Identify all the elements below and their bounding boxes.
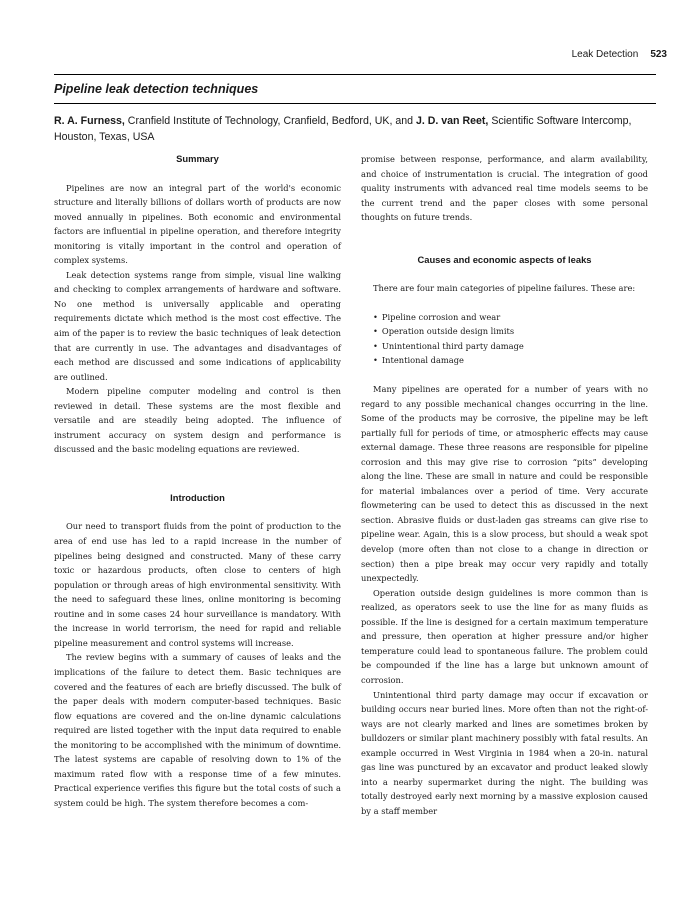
header-rule — [54, 74, 656, 75]
article-title: Pipeline leak detection techniques — [54, 82, 259, 96]
summary-paragraph: Pipelines are now an integral part of the world's economic structure and literally billions of dollars worth of products are now moved annually in pipelines. Both economic and environmental factors are influential in pipeline operation, and therefore integrity monitoring is vitally important in the control and operation of complex systems. — [54, 182, 341, 266]
author-furness: R. A. Furness, — [54, 115, 125, 127]
causes-intro: There are four main categories of pipeline failures. These are: — [373, 283, 636, 294]
left-column — [54, 152, 341, 810]
introduction-continuation: promise between response, performance, and alarm availability, and choice of instrumentation is crucial. The integration of good quality instruments with advanced real time models seems to be the current trend and the paper closes with some personal thoughts on future trends. — [361, 154, 648, 223]
running-title: Leak Detection — [571, 49, 639, 60]
failure-categories-list — [361, 310, 648, 368]
causes-paragraph: Operation outside design guidelines is more common than is realized, as operators seek to use the line for as many fluids as possible. If the line is designed for a certain maximum temperature and pressure, then operation at higher pressure and/or higher temperature could lead to spontaneous failure. The problem could be compounded if the line has a large but unknown amount of corrosion. — [361, 587, 648, 685]
causes-paragraph: Unintentional third party damage may occur if excavation or building occurs near buried lines. More often than not the right-of-ways are not clearly marked and lines are sometimes broken by bulldozers or similar plant machinery possibly with fatal results. An example occurred in West Virginia in 1984 when a 20-in. natural gas line was punctured by an excavator and product leaked slowly into a nearby supermarket during the night. The building was totally destroyed early next morning by a massive explosion caused by a staff member — [361, 689, 648, 816]
summary-paragraph: Leak detection systems range from simple, visual line walking and checking to complex arrangements of hardware and software. No one method is universally applicable and operating requirements dictate which method is the most cost effective. The aim of the paper is to review the basic techniques of leak detection that are currently in use. The advantages and disadvantages of each method are discussed and some indications of applicability are outlined. — [54, 269, 341, 382]
right-column — [361, 152, 648, 818]
causes-paragraph: Many pipelines are operated for a number of years with no regard to any possible mechanical changes occurring in the line. Some of the products may be corrosive, the pipeline may be left partially full for periods of time, or atmospheric effects may cause external damage. These three reasons are responsible for pipeline corrosion and this may give rise to corrosion “pits” developing along the line. These are small in nature and could be responsible for material imbalances over a period of time. Very accurate flowmetering can be used to detect this as discussed in the next section. Abrasive fluids or dust-laden gas streams can give rise to pipeline wear. Again, this is a slow process, but should a weak spot develop (more often than not close to a change in direction or section) then a pipe break may occur very rapidly and totally unexpectedly. — [361, 384, 648, 584]
summary-heading: Summary — [176, 153, 219, 164]
list-item: • Operation outside design limits — [373, 324, 648, 339]
list-item: • Intentional damage — [373, 353, 648, 368]
summary-paragraph: Modern pipeline computer modeling and control is then reviewed in detail. These systems are the most flexible and versatile and are steadily being adopted. The influence of instrument accuracy on system design and performance is discussed and the basic modeling equations are reviewed. — [54, 386, 341, 455]
list-item: • Pipeline corrosion and wear — [373, 310, 648, 325]
list-item: • Unintentional third party damage — [373, 339, 648, 354]
running-head — [572, 49, 667, 60]
introduction-paragraph: The review begins with a summary of causes of leaks and the implications of the failure to detect them. Basic techniques are covered and the features of each are briefly discussed. The bulk of the paper deals with modern computer-based techniques. Basic flow equations are covered and the on-line dynamic calculations required are listed together with the input data required to enable the monitoring to be accomplished with the minimum of downtime. The latest systems are capable of resolving down to 1% of the maximum rated flow with a response time of a few minutes. Practical experience verifies this figure but the total costs of such a system could be high. The system therefore becomes a com- — [54, 652, 341, 808]
introduction-heading: Introduction — [170, 491, 225, 503]
affiliation-cranfield: Cranfield Institute of Technology, Cranfield, Bedford, UK, and — [124, 115, 416, 127]
title-rule — [54, 103, 656, 104]
introduction-paragraph: Our need to transport fluids from the point of production to the area of end use has led to a rapid increase in the number of pipelines being designed and constructed. Many of these carry toxic or hazardous products, often close to centers of high population or through areas of high environmental sensitivity. With the need to safeguard these lines, online monitoring is becoming routine and in some cases 24 hour surveillance is mandatory. With the increase in world terrorism, the need for rapid and reliable pipeline measurement and control systems will increase. — [54, 521, 341, 648]
author-van-reet: J. D. van Reet, — [415, 115, 489, 127]
author-line — [54, 113, 654, 145]
causes-heading: Causes and economic aspects of leaks — [417, 253, 592, 265]
page-number: 523 — [650, 49, 667, 60]
affiliation-intercomp: Scientific Software Intercomp, Houston, Texas, USA — [54, 115, 632, 143]
